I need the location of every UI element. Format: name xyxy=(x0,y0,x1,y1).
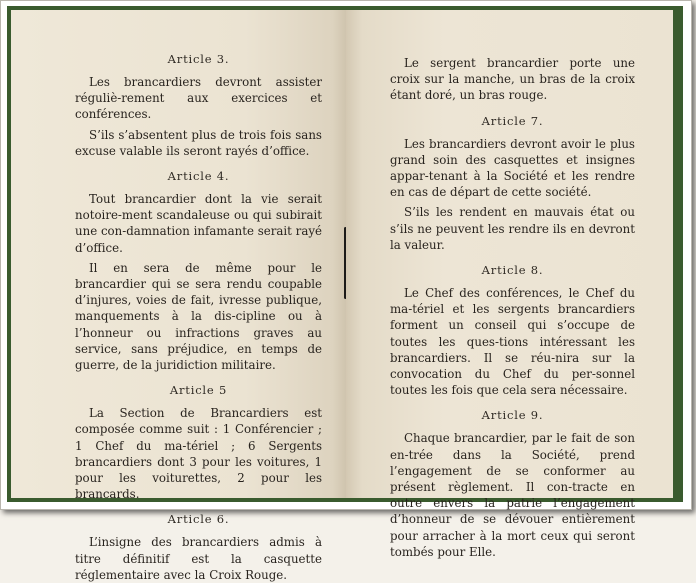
article-4-heading: Article 4. xyxy=(167,169,230,184)
article-6-paragraph-1: L’insigne des brancardiers admis à titre définitif est la casquette réglementaire avec la Croix Rouge. xyxy=(75,535,322,582)
article-3-heading: Article 3. xyxy=(167,52,230,66)
article-3-paragraph-1: Les brancardiers devront assister réguliè-rement aux exercices et conférences. xyxy=(75,75,322,122)
article-4-paragraph-2: Il en sera de même pour le brancardier qui se sera rendu coupable d’injures, voies de fait, ivresse publique, manquements à la dis-cipline ou à l’honneur ou infractions graves au service, sans préjudice, en temps de guerre, de la juridiction militaire. xyxy=(75,260,322,373)
article-6-continuation: Le sergent brancardier porte une croix sur la manche, un bras de la croix étant doré, un bras rouge. xyxy=(390,56,635,103)
article-7-paragraph-2: S’ils les rendent en mauvais état ou s’ils ne peuvent les rendre ils en devront la valeur. xyxy=(390,205,635,252)
article-7-paragraph-1: Les brancardiers devront avoir le plus grand soin des casquettes et insignes appar-tenant à la Société et les rendre en cas de départ de cette société. xyxy=(390,136,635,200)
article-6-heading: Article 6. xyxy=(167,512,230,527)
article-7-heading: Article 7. xyxy=(481,113,544,128)
right-page xyxy=(346,10,673,559)
article-4-paragraph-1: Tout brancardier dont la vie serait notoire-ment scandaleuse ou qui subirait une con-damnation infamante serait rayé d’office. xyxy=(75,192,322,255)
article-5-heading: Article 5 xyxy=(169,383,228,398)
article-8-paragraph-1: Le Chef des conférences, le Chef du ma-tériel et les sergents brancardiers forment un conseil qui s’occupe de toutes les ques-tions intéressant les brancardiers. Il se réu-nira sur la convocation du Chef du per-sonnel toutes les fois que cela sera nécessaire. xyxy=(390,286,635,398)
article-5-paragraph-1: La Section de Brancardiers est composée comme suit : 1 Conférencier ; 1 Chef du ma-tériel ; 6 Sergents brancardiers dont 3 pour les voitures, 1 pour les voiturettes, 2 pour les brancards. xyxy=(75,406,322,502)
article-8-heading: Article 8. xyxy=(481,263,544,278)
article-3-paragraph-2: S’ils s’absentent plus de trois fois sans excuse valable ils seront rayés d’office. xyxy=(75,127,322,158)
left-page xyxy=(11,10,346,582)
article-9-heading: Article 9. xyxy=(481,408,544,423)
article-9-paragraph-1: Chaque brancardier, par le fait de son en-trée dans la Société, prend l’engagement de se conformer au présent règlement. Il con-tracte en outre envers la patrie l’engagement d’honneur de se dévouer entièrement pour arracher à la mort ceux qui seront tombés pour Elle. xyxy=(390,431,635,559)
